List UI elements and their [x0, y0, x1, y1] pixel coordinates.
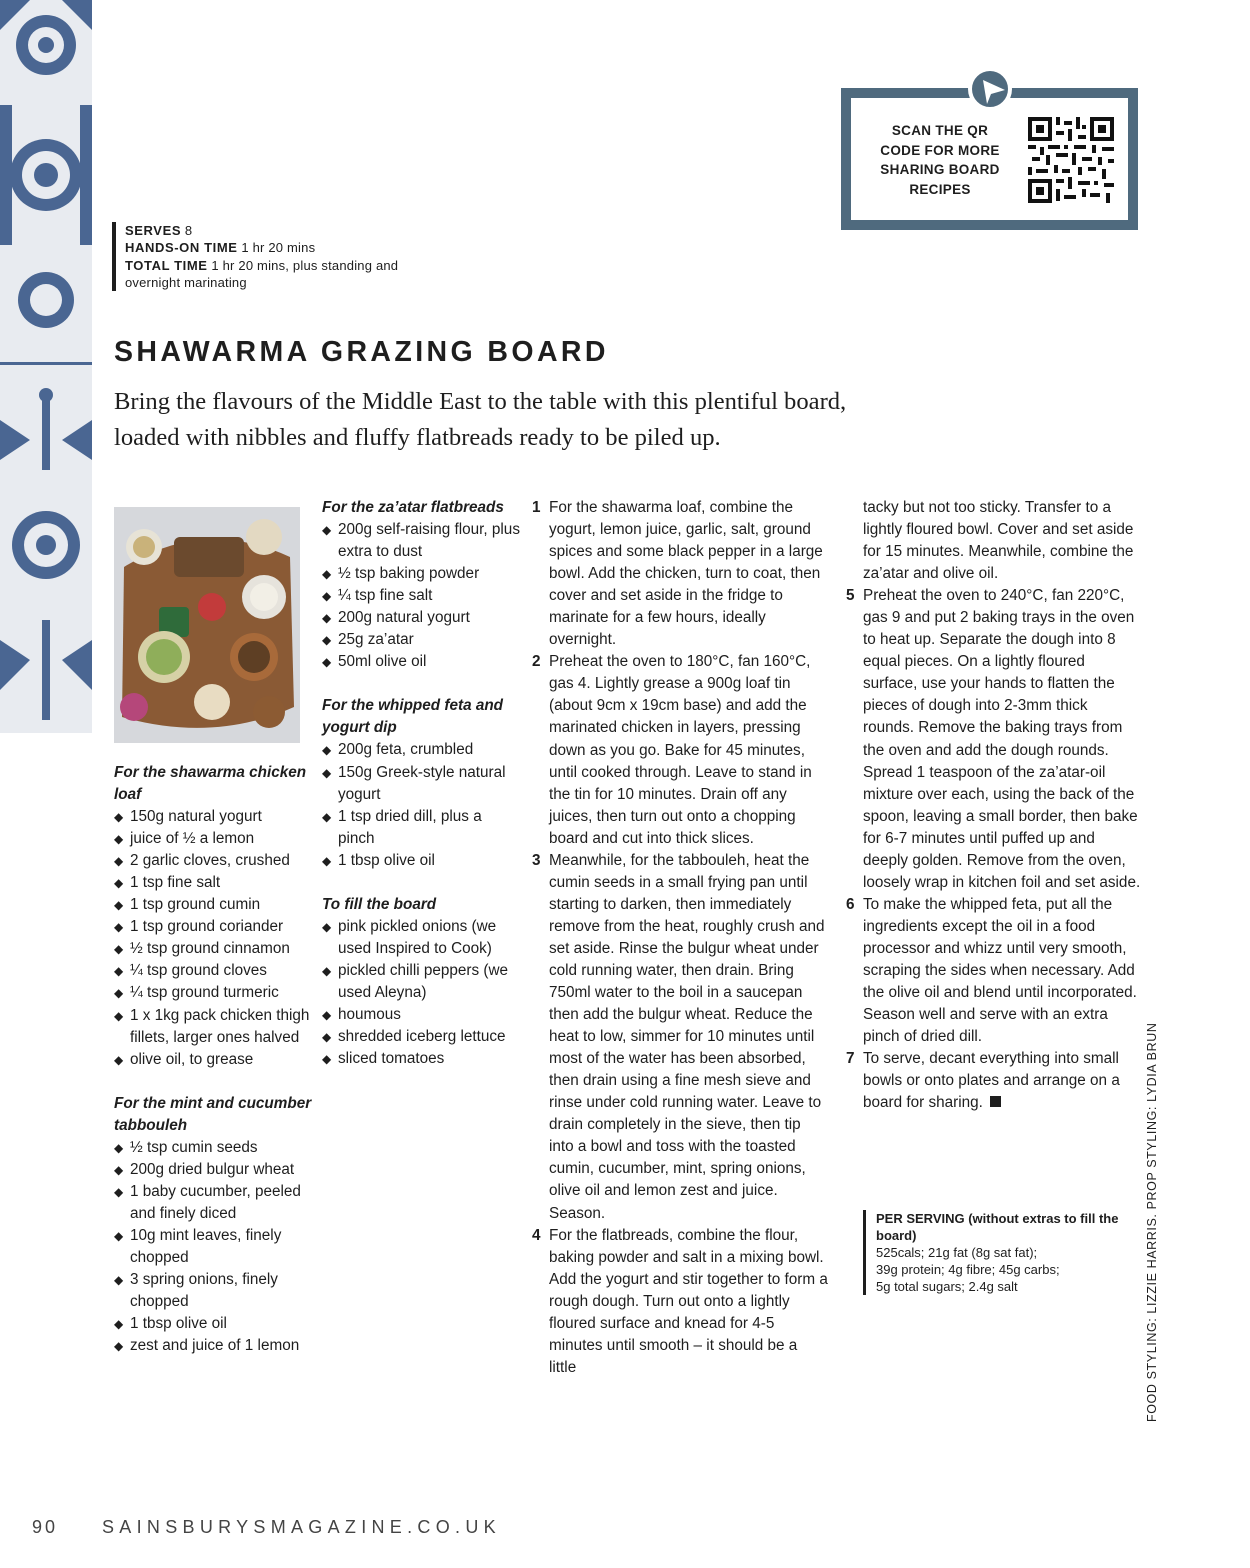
section-heading: To fill the board	[322, 895, 437, 913]
section-heading: For the whipped feta and yogurt dip	[322, 697, 504, 737]
ingredient-item: ◆ ¼ tsp ground turmeric	[114, 982, 314, 1004]
ingredient-item: ◆ ½ tsp cumin seeds	[114, 1137, 314, 1159]
ingredient-list	[114, 1137, 314, 1357]
ingredient-item: ◆ 200g feta, crumbled	[322, 739, 522, 761]
ingredient-list	[322, 519, 522, 673]
ingredient-item: ◆ zest and juice of 1 lemon	[114, 1335, 314, 1357]
ingredient-item: ◆ 150g natural yogurt	[114, 806, 314, 828]
ingredient-item: ◆ sliced tomatoes	[322, 1048, 522, 1070]
ingredient-item: ◆ 1 baby cucumber, peeled and finely diced	[114, 1181, 314, 1225]
ingredient-item: ◆ ¼ tsp fine salt	[322, 585, 522, 607]
nutrition-heading: PER SERVING (without extras to fill the board)	[876, 1211, 1119, 1243]
section-heading: For the mint and cucumber tabbouleh	[114, 1094, 312, 1134]
page-number: 90	[32, 1517, 59, 1537]
ingredient-item: ◆ 1 tsp dried dill, plus a pinch	[322, 806, 522, 850]
recipe-photo	[114, 507, 300, 743]
method-step-4-continued: tacky but not too sticky. Transfer to a lightly floured bowl. Cover and set aside for 15 minutes. Meanwhile, combine the za’atar and olive oil.	[863, 499, 1134, 583]
ingredient-item: ◆ 150g Greek-style natural yogurt	[322, 762, 522, 806]
ingredient-list	[322, 739, 522, 871]
ingredient-item: ◆ houmous	[322, 1004, 522, 1026]
ingredient-item: ◆ 1 tsp fine salt	[114, 872, 314, 894]
method-column-1	[532, 497, 828, 1379]
ingredient-list	[322, 916, 522, 1070]
section-heading: For the za’atar flatbreads	[322, 499, 504, 516]
ingredient-item: ◆ 1 tbsp olive oil	[114, 1313, 314, 1335]
method-step-2: 2 Preheat the oven to 180°C, fan 160°C, gas 4. Lightly grease a 900g loaf tin (about 9cm x 19cm base) and add the marinated chicken in layers, pressing down as you go. Bake for 45 minutes, until cooked through. Leave to stand in the tin for 10 minutes. Drain off any juices, then turn out onto a chopping board and cut into thick slices.	[532, 653, 812, 847]
recipe-intro: Bring the flavours of the Middle East to the table with this plentiful board, loaded with nibbles and fluffy flatbreads ready to be piled up.	[114, 388, 847, 451]
ingredient-item: ◆ pink pickled onions (we used Inspired to Cook)	[322, 916, 522, 960]
ingredient-item: ◆ 50ml olive oil	[322, 651, 522, 673]
ingredient-item: ◆ 1 tsp ground cumin	[114, 894, 314, 916]
ingredient-item: ◆ 10g mint leaves, finely chopped	[114, 1225, 314, 1269]
ingredient-list	[114, 806, 314, 1071]
ingredient-item: ◆ 25g za’atar	[322, 629, 522, 651]
ingredient-item: ◆ 1 tsp ground coriander	[114, 916, 314, 938]
ingredient-item: ◆ shredded iceberg lettuce	[322, 1026, 522, 1048]
nutrition-line: 5g total sugars; 2.4g salt	[876, 1279, 1018, 1294]
decorative-tile-strip	[0, 0, 92, 733]
method-step-6: 6 To make the whipped feta, put all the ingredients except the oil in a food processor and whizz until very smooth, scraping the sides when necessary. Add the olive oil and blend until incorporated. Season well and serve with an extra pinch of dried dill.	[846, 895, 1137, 1046]
ingredient-item: ◆ 1 x 1kg pack chicken thigh fillets, larger ones halved	[114, 1005, 314, 1049]
ingredient-item: ◆ ¼ tsp ground cloves	[114, 960, 314, 982]
ingredient-item: ◆ 3 spring onions, finely chopped	[114, 1269, 314, 1313]
qr-code-image[interactable]	[1028, 117, 1114, 203]
play-icon[interactable]	[968, 67, 1012, 111]
method-step-7: 7 To serve, decant everything into small bowls or onto plates and arrange on a board for sharing.	[846, 1050, 1120, 1112]
styling-credits: FOOD STYLING: LIZZIE HARRIS. PROP STYLING: LYDIA BRUN	[1145, 1022, 1159, 1422]
ingredient-item: ◆ juice of ½ a lemon	[114, 828, 314, 850]
recipe-title: SHAWARMA GRAZING BOARD	[114, 336, 609, 368]
ingredient-item: ◆ 2 garlic cloves, crushed	[114, 850, 314, 872]
ingredient-item: ◆ 200g self-raising flour, plus extra to dust	[322, 519, 522, 563]
method-step-4: 4 For the flatbreads, combine the flour, baking powder and salt in a mixing bowl. Add the yogurt and stir together to form a rough dough. Turn out onto a lightly floured surface and knead for 4-5 minutes until smooth – it should be a little	[532, 1226, 828, 1376]
ingredient-item: ◆ 1 tbsp olive oil	[322, 850, 522, 872]
nutrition-line: 525cals; 21g fat (8g sat fat);	[876, 1245, 1038, 1260]
ingredient-item: ◆ olive oil, to grease	[114, 1049, 314, 1071]
ingredients-column-1	[114, 762, 314, 1357]
ingredient-item: ◆ 200g natural yogurt	[322, 607, 522, 629]
qr-callout-text: SCAN THE QR CODE FOR MORE SHARING BOARD RECIPES	[880, 123, 1000, 197]
method-step-5: 5 Preheat the oven to 240°C, fan 220°C, gas 9 and put 2 baking trays in the oven to heat up. Separate the dough into 8 equal pieces. On a lightly floured surface, use your hands to flatten the pieces of dough into 2-3mm thick rounds. Remove the baking trays from the oven and add the dough rounds. Spread 1 teaspoon of the za’atar-oil mixture over each, using the back of the spoon, leaving a small border, then bake for 6-7 minutes until puffed up and deeply golden. Remove from the oven, loosely wrap in kitchen foil and set aside.	[846, 587, 1141, 891]
method-step-1: 1 For the shawarma loaf, combine the yogurt, lemon juice, garlic, salt, ground spices and some black pepper in a large bowl. Add the chicken, turn to coat, then cover and set aside in the fridge to marinate for a few hours, ideally overnight.	[532, 499, 823, 649]
ingredient-item: ◆ pickled chilli peppers (we used Aleyna)	[322, 960, 522, 1004]
nutrition-box	[863, 1210, 1133, 1295]
method-column-2	[846, 497, 1142, 1114]
end-mark-icon	[990, 1096, 1001, 1107]
ingredient-item: ◆ 200g dried bulgur wheat	[114, 1159, 314, 1181]
footer-url[interactable]: SAINSBURYSMAGAZINE.CO.UK	[102, 1517, 501, 1537]
method-step-3: 3 Meanwhile, for the tabbouleh, heat the cumin seeds in a small frying pan until starting to darken, then immediately remove from the heat, roughly crush and set aside. Rinse the bulgur wheat under cold running water, then drain. Bring 750ml water to the boil in a saucepan then add the bulgur wheat. Reduce the heat to low, simmer for 10 minutes until most of the water has been absorbed, then drain using a fine mesh sieve and rinse under cold running water. Leave to drain completely in the sieve, then tip into a bowl and toss with the toasted cumin, cucumber, mint, spring onions, olive oil and lemon zest and juice. Season.	[532, 851, 825, 1222]
recipe-meta: SERVES 8 HANDS-ON TIME 1 hr 20 mins TOTAL TIME 1 hr 20 mins, plus standing and overnight marinating	[112, 222, 432, 291]
ingredient-item: ◆ ½ tsp ground cinnamon	[114, 938, 314, 960]
ingredient-item: ◆ ½ tsp baking powder	[322, 563, 522, 585]
ingredients-column-2	[322, 497, 522, 1070]
nutrition-line: 39g protein; 4g fibre; 45g carbs;	[876, 1262, 1060, 1277]
section-heading: For the shawarma chicken loaf	[114, 764, 307, 804]
